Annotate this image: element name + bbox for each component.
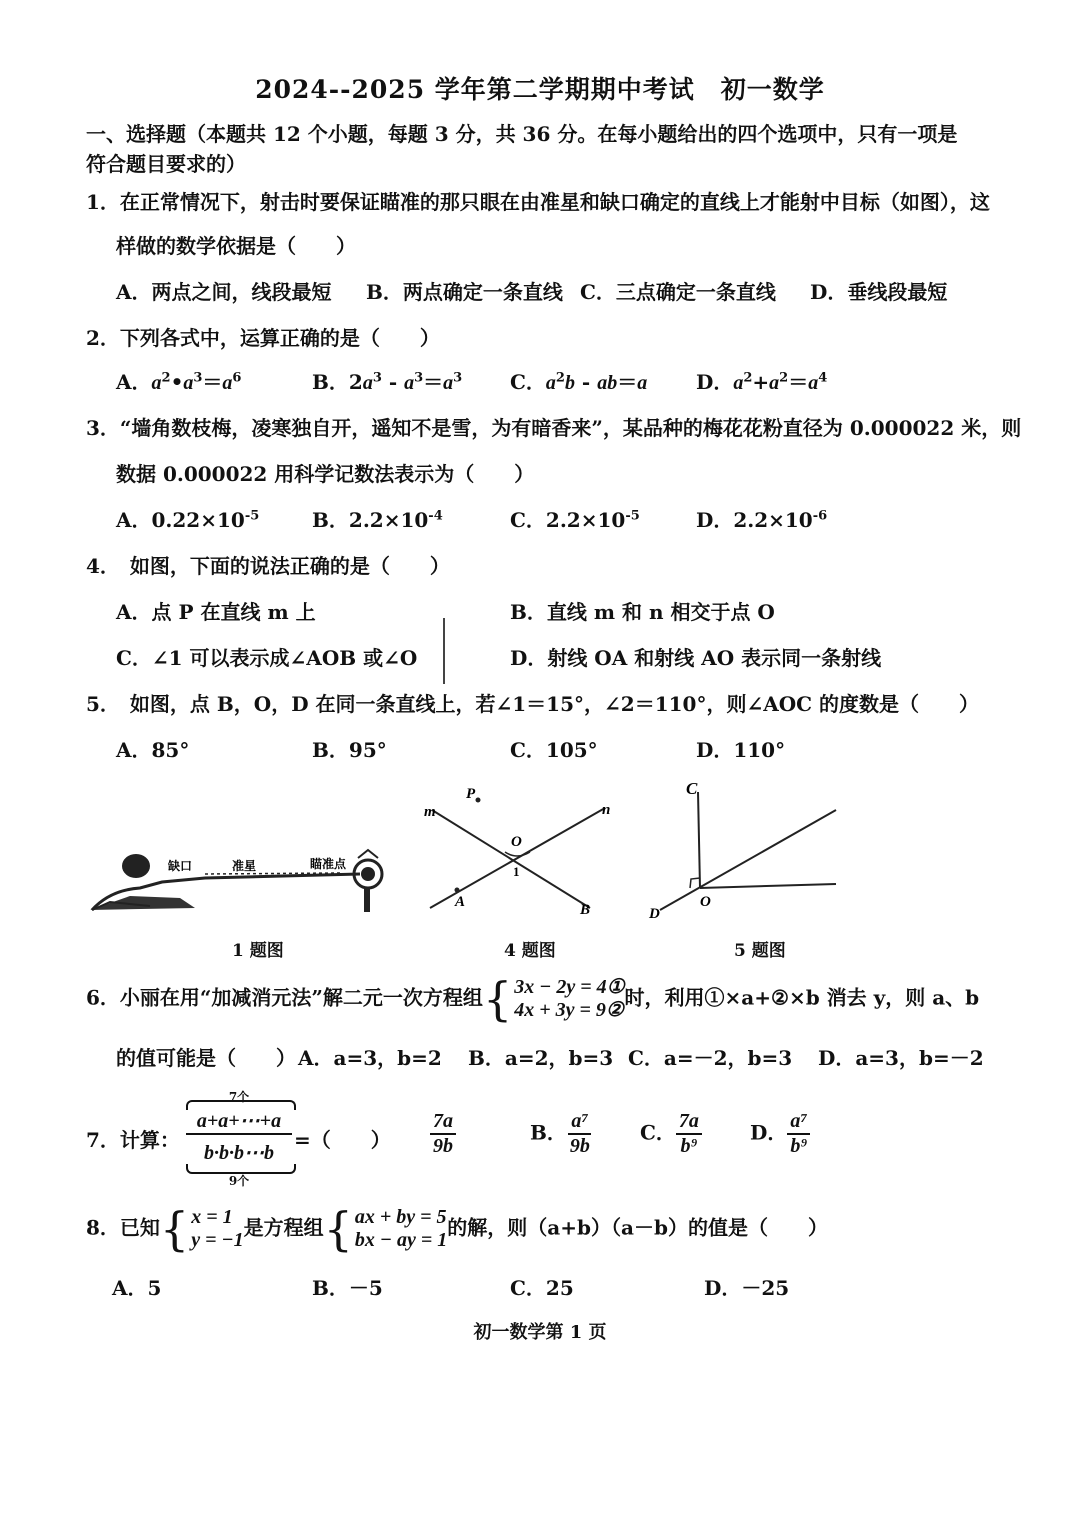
q8-sol1: x = 1 [191,1206,233,1228]
q5-option-b: B．95° [312,738,387,762]
q4-option-a: A．点 P 在直线 m 上 [116,600,316,624]
q8-prefix: 8．已知 [86,1215,160,1240]
fig4-label-o: O [511,834,522,850]
q2-option-d: D．$a^2+a^2=a^4$ [696,370,828,394]
fig5-angles-figure [648,779,836,922]
q5-option-a: A．85° [116,738,190,762]
q2-option-c-label: C． [510,370,546,394]
q7-option-a-den: 9b [433,1135,453,1157]
q3-option-b-exp: -4 [428,508,443,524]
q3-option-d-exp: -6 [812,508,828,524]
q8-brace-2: { [323,1202,353,1256]
q2-option-a-label: A． [116,370,152,394]
q7-denominator: b·b·b⋯b [204,1142,274,1164]
q7-bottom-count: 9个 [228,1174,250,1188]
q7-suffix: =（ ） [294,1128,391,1152]
fig1-label-front-sight: 准星 [232,859,257,873]
q8-option-c: C．25 [510,1276,574,1300]
q1-option-b: B．两点确定一条直线 [366,280,563,304]
q5-option-c: C．105° [510,738,598,762]
fig1-label-aim-point: 瞄准点 [310,857,347,871]
q6-option-c: C．a=－2，b=3 [628,1046,793,1070]
q7-numerator: a+a+⋯+a [186,1108,292,1135]
q8-solution [191,1206,243,1252]
fig4-lines-figure [424,786,610,918]
q6-eq2: 4x + 3y = 9② [514,999,624,1021]
q5-stem: 5． 如图，点 B，O，D 在同一条直线上，若∠1＝15°，∠2＝110°，则∠AOC 的度数是（ ） [86,692,980,716]
q7-option-c-label: C． [640,1120,676,1145]
q2-option-b: B．$2a^3 - a^3=a^3$ [312,370,463,394]
q2-option-c: C．$a^2b - ab=a$ [510,370,648,394]
fig4-label-b: B [580,902,591,918]
q7-option-c-den: b⁹ [680,1135,698,1157]
q3-option-a-base: A．0.22×10 [116,508,245,532]
q6-suffix: 时，利用①×a+②×b 消去 y，则 a、b [624,985,980,1010]
q7-option-d [750,1110,810,1158]
q2-option-d-label: D． [696,370,734,394]
q8-line [86,1202,828,1256]
q6-line1 [86,972,980,1026]
fig4-label-a: A [455,894,466,910]
q6-prefix: 6．小丽在用“加减消元法”解二元一次方程组 [86,985,483,1010]
fig1-label-notch: 缺口 [168,859,193,873]
fig4-label-n: n [602,802,611,818]
fig1-caption: 1 题图 [232,941,284,961]
page-footer: 初一数学第 1 页 [473,1322,607,1343]
fig4-caption: 4 题图 [504,941,556,961]
q8-eq2: bx − ay = 1 [354,1229,448,1251]
fig5-label-c: C [686,779,698,798]
q4-stem: 4． 如图，下面的说法正确的是（ ） [86,554,450,578]
q4-option-b: B．直线 m 和 n 相交于点 O [510,600,775,624]
fig1-shooter-figure [90,850,382,912]
q6-eq1: 3x − 2y = 4① [514,976,625,998]
q3-option-b-base: B．2.2×10 [312,508,429,532]
q8-sol2: y = −1 [191,1229,244,1251]
q6-brace: { [482,972,513,1026]
section-heading-line2: 符合题目要求的） [86,152,246,176]
fig5-caption: 5 题图 [734,941,786,961]
q6-option-d: D．a=3，b=－2 [818,1046,984,1070]
q8-option-b: B．－5 [312,1276,383,1300]
q6-line2: 的值可能是（ ） [116,1046,296,1070]
q6-system [514,976,624,1022]
q7-option-d-num: a⁷ [787,1110,810,1135]
q7-option-a-num: 7a [430,1110,456,1135]
q1-option-d: D．垂线段最短 [810,280,948,304]
q3-option-d [696,504,827,533]
q3-option-c [510,504,640,533]
q6-option-b: B．a=2，b=3 [468,1046,614,1070]
q3-option-a-exp: -5 [244,508,260,524]
q8-option-a: A．5 [112,1276,162,1300]
q4-option-c: C．∠1 可以表示成∠AOB 或∠O [116,646,418,670]
q1-stem-line1: 1．在正常情况下，射击时要保证瞄准的那只眼在由准星和缺口确定的直线上才能射中目标（如图），这 [86,190,990,214]
q3-stem-line1: 3．“墙角数枝梅，凌寒独自开，遥知不是雪，为有暗香来”，某品种的梅花花粉直径为 0.000022 米，则 [86,416,1022,440]
q7-option-b [530,1110,593,1158]
q7-option-a [430,1110,456,1158]
q8-suffix: 的解，则（a+b）（a－b）的值是（ ） [447,1215,828,1240]
q3-option-c-exp: -5 [625,508,640,524]
q8-system [355,1206,447,1252]
q7-option-b-num: a⁷ [568,1110,591,1135]
q7-option-b-label: B． [530,1120,567,1145]
q7-option-b-den: 9b [569,1135,590,1157]
q3-option-b [312,504,443,533]
fig4-label-p: P [466,786,476,802]
fig5-label-o: O [700,894,711,910]
q3-stem-line2: 数据 0.000022 用科学记数法表示为（ ） [116,462,535,486]
q7-top-count: 7个 [228,1090,250,1104]
q8-option-d: D．－25 [704,1276,790,1300]
q7-option-c-num: 7a [676,1110,702,1135]
q3-option-c-base: C．2.2×10 [510,508,626,532]
section-heading-line1: 一、选择题（本题共 12 个小题，每题 3 分，共 36 分。在每小题给出的四个选项中，只有一项是 [86,122,958,146]
fig5-label-d: D [649,906,660,922]
q4-option-d: D．射线 OA 和射线 AO 表示同一条射线 [510,646,882,670]
q7-option-d-den: b⁹ [790,1135,808,1157]
q8-mid: 是方程组 [243,1215,324,1240]
q7-option-d-label: D． [750,1120,788,1145]
q1-option-c: C．三点确定一条直线 [580,280,776,304]
q7-label: 7．计算： [86,1128,180,1152]
fig4-label-1: 1 [513,864,520,879]
fig4-label-m: m [424,804,436,820]
q6-option-a: A．a=3，b=2 [298,1046,442,1070]
q3-option-a [116,504,259,533]
q3-option-d-base: D．2.2×10 [696,508,813,532]
q2-stem: 2．下列各式中，运算正确的是（ ） [86,326,440,350]
q5-option-d: D．110° [696,738,786,762]
q8-eq1: ax + by = 5 [354,1206,447,1228]
q7-option-c [640,1110,702,1158]
q2-option-a: A．$a^2•a^3=a^6$ [116,370,242,394]
scan-artifact-line [443,618,445,684]
q1-option-a: A．两点之间，线段最短 [116,280,332,304]
q2-option-b-label: B． [312,370,349,394]
exam-title: 2024--2025 学年第二学期期中考试 初一数学 [255,75,825,104]
q1-stem-line2: 样做的数学依据是（ ） [116,234,356,258]
q8-brace-1: { [159,1202,190,1256]
